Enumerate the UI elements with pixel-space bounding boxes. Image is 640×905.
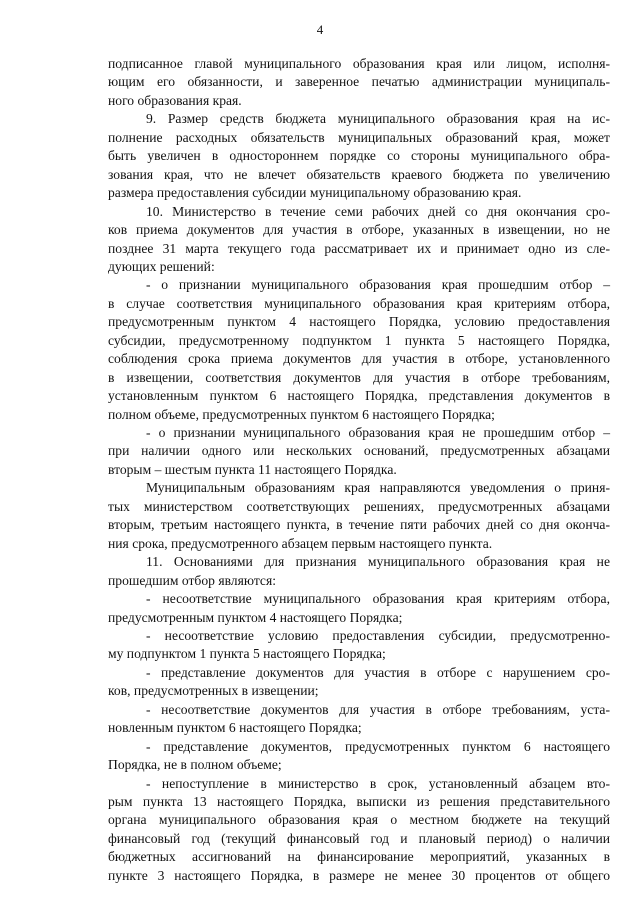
text-line: бюджетных ассигнований на финансирование мероприятий, указанных в — [108, 849, 610, 865]
text-line: ющим его обязанности, и заверенное печатью администрации муниципаль- — [108, 74, 610, 90]
text-line: рым пункта 13 настоящего Порядка, выписки из решения представительного — [108, 794, 610, 809]
text-line: зования края, что не влечет обязательств краевого бюджета по увеличению — [108, 166, 610, 182]
text-line: 10. Министерство в течение семи рабочих дней со дня окончания сро- — [146, 203, 610, 219]
text-line: вторым – шестым пункта 11 настоящего Порядка. — [108, 461, 397, 477]
text-line: подписанное главой муниципального образования края или лицом, исполня- — [108, 56, 610, 71]
text-line: прошедшим отбор являются: — [108, 572, 276, 588]
text-line: новленным пунктом 6 настоящего Порядка; — [108, 720, 362, 736]
text-line: пункте 3 настоящего Порядка, в размере не менее 30 процентов от общего — [108, 867, 610, 883]
text-line: 9. Размер средств бюджета муниципального образования края на ис- — [146, 111, 610, 127]
text-line: предусмотренным пунктом 4 настоящего Порядка; — [108, 609, 403, 625]
text-line: при наличии одного или нескольких оснований, предусмотренных абзацами — [108, 443, 610, 459]
text-line: субсидии, предусмотренному подпунктом 1 пункта 5 настоящего Порядка, — [108, 332, 610, 348]
text-line: - представление документов, предусмотренных пунктом 6 настоящего — [146, 738, 610, 754]
text-line: 11. Основаниями для признания муниципального образования края не — [146, 554, 610, 570]
text-line: Порядка, не в полном объеме; — [108, 757, 282, 773]
text-line: быть увеличен в одностороннем порядке со стороны муниципального обра- — [108, 148, 610, 164]
text-line: му подпунктом 1 пункта 5 настоящего Порядка; — [108, 646, 386, 662]
text-line: размера предоставления субсидии муниципальному образованию края. — [108, 185, 522, 201]
text-line: - представление документов для участия в отборе с нарушением сро- — [146, 664, 610, 680]
text-line: тых министерством соответствующих решениях, предусмотренных абзацами — [108, 498, 610, 514]
text-line: - непоступление в министерство в срок, установленный абзацем вто- — [146, 775, 610, 791]
text-line: ния срока, предусмотренного абзацем первым настоящего пункта. — [108, 535, 493, 551]
text-line: полнение расходных обязательств муниципальных образований края, может — [108, 129, 610, 145]
text-line: - несоответствие муниципального образования края критериям отбора, — [146, 591, 610, 607]
text-line: установленным пунктом 6 настоящего Порядка, представления документов в — [108, 388, 610, 404]
text-line: вторым, третьим настоящего пункта, в течение пяти рабочих дней со дня оконча- — [108, 517, 610, 533]
text-line: полном объеме, предусмотренных пунктом 6 настоящего Порядка; — [108, 406, 495, 422]
text-line: - несоответствие документов для участия в отборе требованиям, уста- — [146, 701, 610, 717]
text-line: соблюдения срока приема документов для участия в отборе, установленного — [108, 351, 610, 367]
page-number: 4 — [316, 22, 324, 37]
text-line: позднее 31 марта текущего года рассматривает их и принимает одно из сле- — [108, 240, 610, 256]
text-line: - несоответствие условию предоставления субсидии, предусмотренно- — [146, 627, 610, 643]
text-line: в извещении, соответствия документов для участия в отборе требованиям, — [108, 369, 610, 385]
text-line: ного образования края. — [108, 92, 242, 108]
text-line: предусмотренным пунктом 4 настоящего Порядка, условию предоставления — [108, 314, 610, 330]
text-line: - о признании муниципального образования края не прошедшим отбор – — [146, 425, 610, 440]
text-line: - о признании муниципального образования края прошедшим отбор – — [146, 277, 610, 293]
text-line: органа муниципального образования края о местном бюджете на текущий — [108, 812, 610, 828]
text-line: в случае соответствия муниципального образования края критериям отбора, — [108, 295, 610, 311]
text-line: дующих решений: — [108, 258, 215, 274]
text-line: финансовый год (текущий финансовый год и плановый период) о наличии — [108, 830, 610, 846]
text-line: ков приема документов для участия в отборе, указанных в извещении, но не — [108, 222, 610, 238]
text-line: ков, предусмотренных в извещении; — [108, 683, 319, 699]
text-line: Муниципальным образованиям края направляются уведомления о приня- — [146, 480, 610, 496]
